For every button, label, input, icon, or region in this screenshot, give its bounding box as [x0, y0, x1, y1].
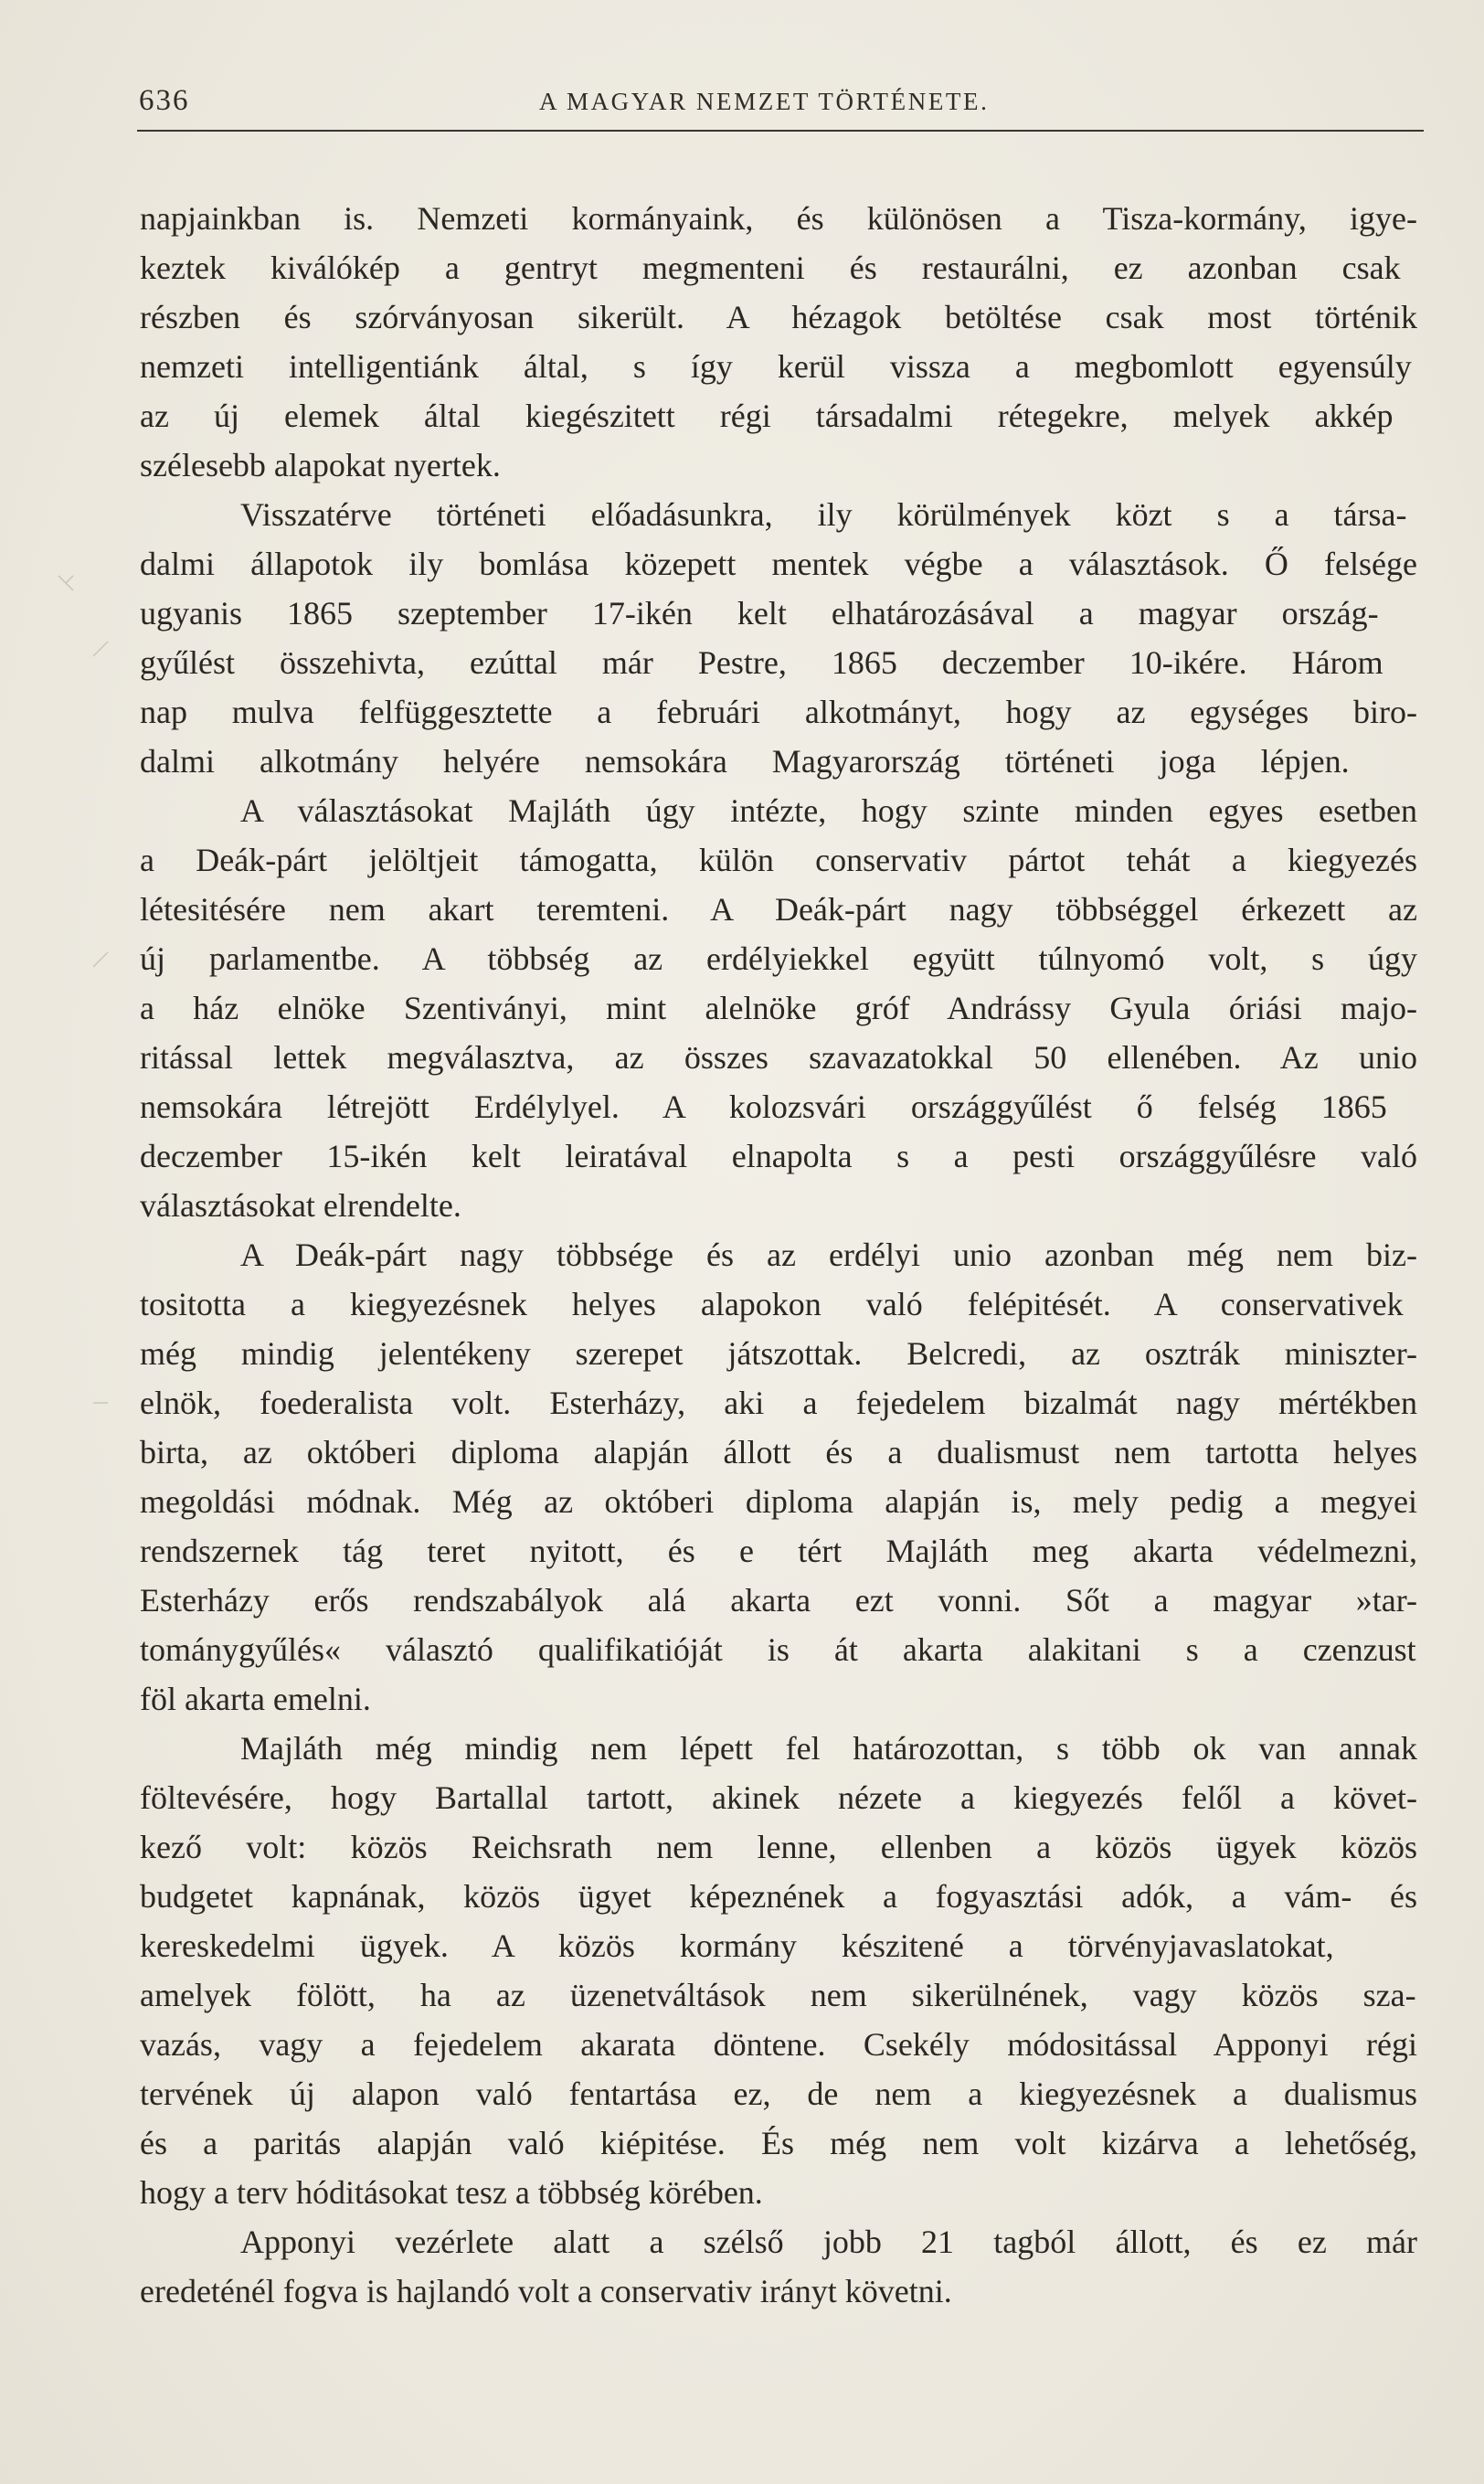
paragraph-1	[140, 194, 1417, 490]
text-line: még mindig jelentékeny szerepet játszottak. Belcredi, az osztrák miniszter-	[140, 1335, 1417, 1372]
text-line: A Deák-párt nagy többsége és az erdélyi unio azonban még nem biz-	[240, 1237, 1417, 1273]
text-line: birta, az októberi diploma alapján állott és a dualismust nem tartotta helyes	[140, 1434, 1417, 1470]
text-line: kező volt: közös Reichsrath nem lenne, ellenben a közös ügyek közös	[140, 1829, 1417, 1865]
margin-mark	[57, 574, 75, 592]
text-line: tománygyűlés« választó qualifikatióját is át akarta alakitani s a czenzust	[140, 1631, 1416, 1668]
text-line: A választásokat Majláth úgy intézte, hogy szinte minden egyes esetben	[240, 792, 1417, 829]
running-head	[139, 84, 1424, 130]
header-rule	[137, 130, 1424, 132]
text-line: föltevésére, hogy Bartallal tartott, akinek nézete a kiegyezés felől a követ-	[140, 1779, 1417, 1816]
margin-mark	[91, 1394, 110, 1412]
margin-mark	[91, 640, 110, 658]
text-line: részben és szórványosan sikerült. A hézagok betöltése csak most történik	[140, 299, 1417, 335]
paragraph-3	[140, 786, 1417, 1230]
text-line: hogy a terv hóditásokat tesz a többség körében.	[140, 2174, 763, 2211]
running-title: A MAGYAR NEMZET TÖRTÉNETE.	[539, 88, 990, 115]
text-line: gyűlést összehivta, ezúttal már Pestre, 1865 deczember 10-ikére. Három	[140, 644, 1383, 681]
text-line: a ház elnöke Szentiványi, mint alelnöke gróf Andrássy Gyula óriási majo-	[140, 990, 1417, 1026]
text-line: vazás, vagy a fejedelem akarata döntene. Csekély módositással Apponyi régi	[140, 2026, 1417, 2063]
text-line: tervének új alapon való fentartása ez, de nem a kiegyezésnek a dualismus	[140, 2075, 1417, 2112]
text-line: az új elemek által kiegészitett régi társadalmi rétegekre, melyek akkép	[140, 398, 1394, 434]
text-line: tositotta a kiegyezésnek helyes alapokon való felépitését. A conservativek	[140, 1286, 1404, 1322]
paragraph-6	[140, 2217, 1417, 2316]
text-line: Apponyi vezérlete alatt a szélső jobb 21 tagból állott, és ez már	[240, 2224, 1417, 2260]
text-line: föl akarta emelni.	[140, 1681, 371, 1717]
text-line: új parlamentbe. A többség az erdélyiekkel együtt túlnyomó volt, s úgy	[140, 940, 1417, 977]
text-line: dalmi alkotmány helyére nemsokára Magyarország történeti joga lépjen.	[140, 743, 1350, 780]
text-line: Esterházy erős rendszabályok alá akarta ezt vonni. Sőt a magyar »tar-	[140, 1582, 1417, 1619]
text-line: napjainkban is. Nemzeti kormányaink, és különösen a Tisza-kormány, igye-	[140, 200, 1417, 237]
page-number: 636	[139, 84, 190, 117]
text-line: nemsokára létrejött Erdélylyel. A kolozsvári országgyűlést ő felség 1865	[140, 1088, 1387, 1125]
text-line: ugyanis 1865 szeptember 17-ikén kelt elhatározásával a magyar ország-	[140, 595, 1379, 632]
paragraph-5	[140, 1724, 1417, 2217]
text-line: kereskedelmi ügyek. A közös kormány készitené a törvényjavaslatokat,	[140, 1927, 1334, 1964]
paragraph-4	[140, 1230, 1417, 1724]
text-line: Visszatérve történeti előadásunkra, ily körülmények közt s a társa-	[240, 496, 1407, 533]
text-line: deczember 15-ikén kelt leiratával elnapolta s a pesti országgyűlésre való	[140, 1138, 1417, 1174]
text-line: a Deák-párt jelöltjeit támogatta, külön conservativ pártot tehát a kiegyezés	[140, 842, 1417, 878]
text-line: létesitésére nem akart teremteni. A Deák-párt nagy többséggel érkezett az	[140, 891, 1417, 928]
text-line: budgetet kapnának, közös ügyet képeznének a fogyasztási adók, a vám- és	[140, 1878, 1417, 1915]
text-body	[140, 194, 1417, 2316]
text-line: eredeténél fogva is hajlandó volt a conservativ irányt követni.	[140, 2273, 952, 2309]
text-line: szélesebb alapokat nyertek.	[140, 447, 501, 483]
text-line: választásokat elrendelte.	[140, 1187, 461, 1224]
text-line: és a paritás alapján való kiépitése. És még nem volt kizárva a lehetőség,	[140, 2125, 1417, 2161]
text-line: elnök, foederalista volt. Esterházy, aki a fejedelem bizalmát nagy mértékben	[140, 1385, 1417, 1421]
text-line: amelyek fölött, ha az üzenetváltások nem sikerülnének, vagy közös sza-	[140, 1977, 1416, 2013]
text-line: ritással lettek megválasztva, az összes szavazatokkal 50 ellenében. Az unio	[140, 1039, 1417, 1076]
text-line: Majláth még mindig nem lépett fel határozottan, s több ok van annak	[240, 1730, 1417, 1767]
text-line: nap mulva felfüggesztette a februári alkotmányt, hogy az egységes biro-	[140, 694, 1417, 730]
text-line: dalmi állapotok ily bomlása közepett mentek végbe a választások. Ő felsége	[140, 546, 1417, 582]
text-line: keztek kiválókép a gentryt megmenteni és restaurálni, ez azonban csak	[140, 249, 1401, 286]
margin-mark	[91, 950, 110, 969]
text-line: rendszernek tág teret nyitott, és e tért Majláth meg akarta védelmezni,	[140, 1533, 1417, 1569]
text-line: megoldási módnak. Még az októberi diploma alapján is, mely pedig a megyei	[140, 1483, 1417, 1520]
paragraph-2	[140, 490, 1417, 786]
text-line: nemzeti intelligentiánk által, s így kerül vissza a megbomlott egyensúly	[140, 348, 1412, 385]
